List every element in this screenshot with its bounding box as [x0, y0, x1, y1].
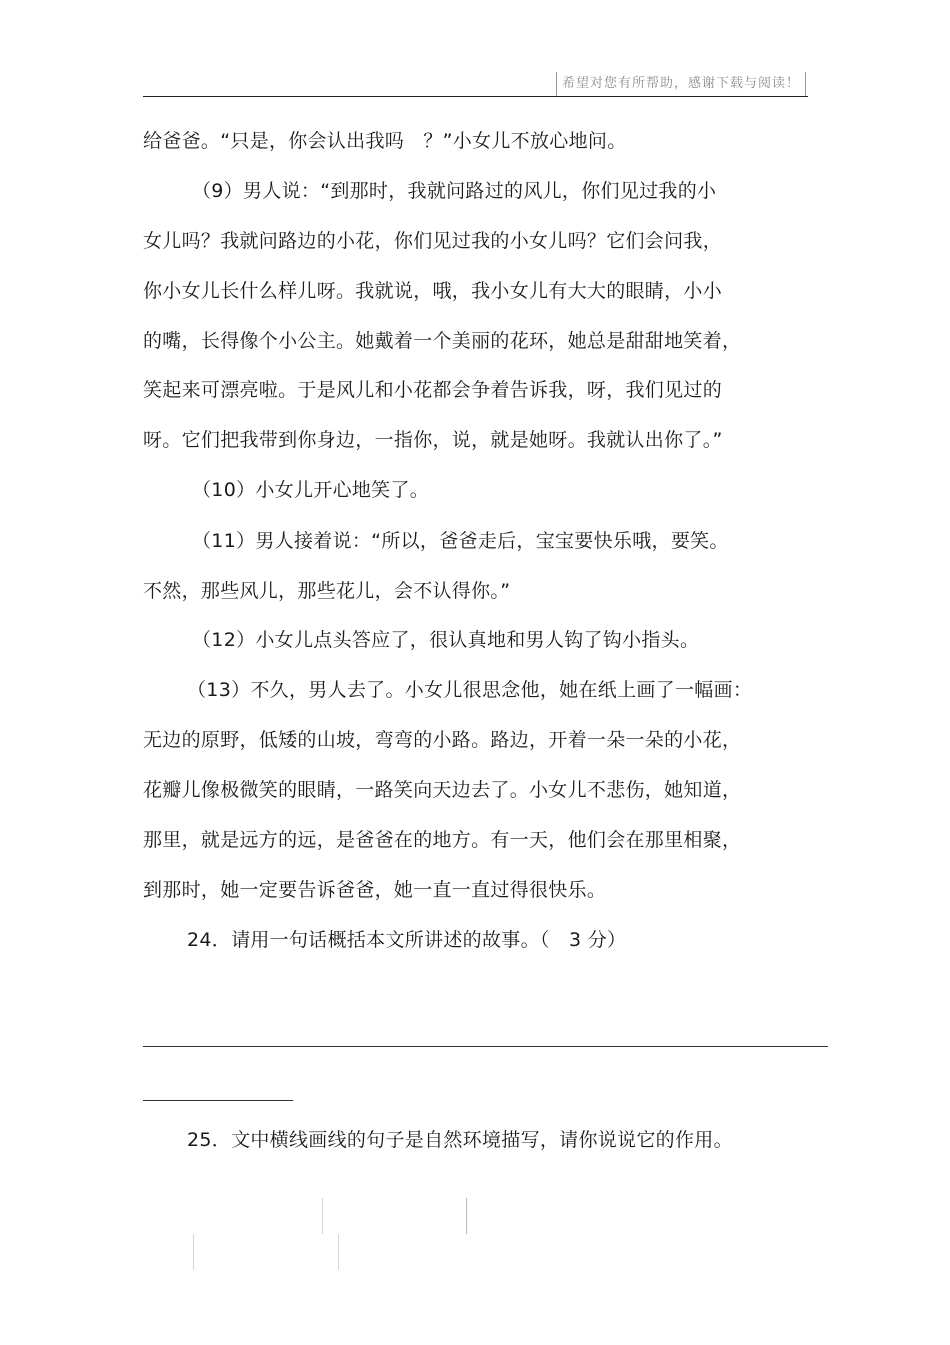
passage-line: （11）男人接着说：“所以，爸爸走后，宝宝要快乐哦，要笑。 [192, 530, 729, 552]
question-25: 25．文中横线画线的句子是自然环境描写，请你说说它的作用。 [187, 1129, 733, 1151]
question-24: 24．请用一句话概括本文所讲述的故事。（ 3 分） [187, 929, 627, 951]
scan-mark [322, 1198, 323, 1234]
scan-mark [338, 1234, 339, 1270]
passage-line: 女儿吗？我就问路边的小花，你们见过我的小女儿吗？它们会问我， [143, 230, 723, 252]
answer-line[interactable] [143, 1100, 293, 1101]
passage-line: 无边的原野，低矮的山坡，弯弯的小路。路边，开着一朵一朵的小花， [143, 729, 742, 751]
passage-line: 花瓣儿像极微笑的眼睛，一路笑向天边去了。小女儿不悲伤，她知道， [143, 779, 742, 801]
header-note: 希望对您有所帮助，感谢下载与阅读！ [556, 72, 806, 96]
passage-line: （12）小女儿点头答应了，很认真地和男人钩了钩小指头。 [192, 629, 700, 651]
passage-line: （13）不久，男人去了。小女儿很思念他，她在纸上画了一幅画： [187, 679, 753, 701]
passage-line: 笑起来可漂亮啦。于是风儿和小花都会争着告诉我，呀，我们见过的 [143, 379, 723, 401]
answer-line[interactable] [143, 1046, 828, 1047]
scan-mark [193, 1234, 194, 1270]
passage-line: 呀。它们把我带到你身边，一指你，说，就是她呀。我就认出你了。” [143, 429, 723, 451]
passage-line: 不然，那些风儿，那些花儿，会不认得你。” [143, 580, 511, 602]
passage-line: 的嘴，长得像个小公主。她戴着一个美丽的花环，她总是甜甜地笑着， [143, 330, 742, 352]
passage-line: 那里，就是远方的远，是爸爸在的地方。有一天，他们会在那里相聚， [143, 829, 742, 851]
passage-line: 给爸爸。“只是，你会认出我吗 ？”小女儿不放心地问。 [143, 130, 627, 152]
header-rule [143, 96, 808, 97]
passage-line: 到那时，她一定要告诉爸爸，她一直一直过得很快乐。 [143, 879, 607, 901]
passage-line: （10）小女儿开心地笑了。 [192, 479, 430, 501]
scan-mark [466, 1198, 467, 1234]
passage-line: （9）男人说：“到那时，我就问路过的风儿，你们见过我的小 [192, 180, 717, 202]
passage-line: 你小女儿长什么样儿呀。我就说，哦，我小女儿有大大的眼睛，小小 [143, 280, 723, 302]
